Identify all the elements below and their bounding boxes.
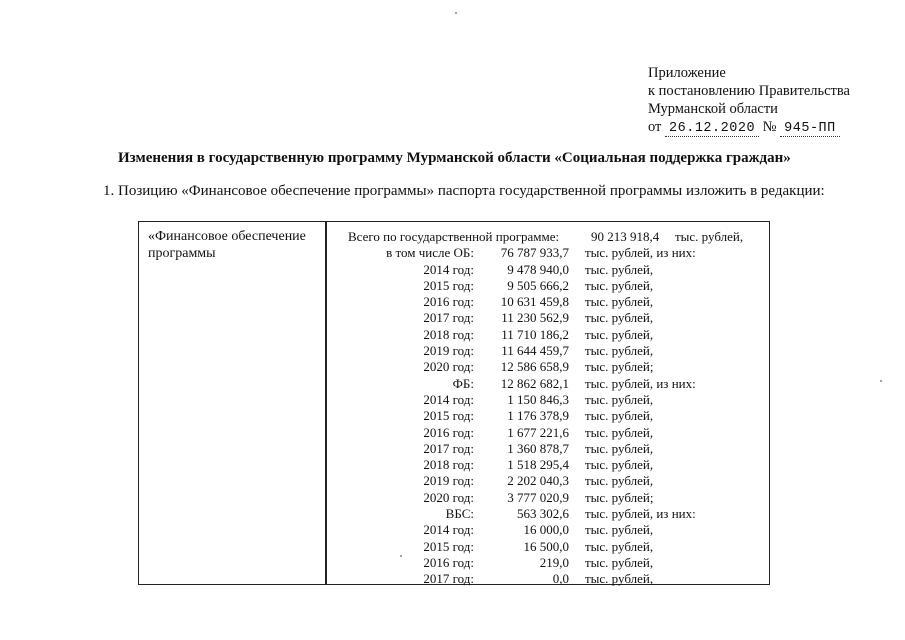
financing-rows <box>329 229 769 588</box>
row-unit: тыс. рублей, <box>585 571 654 587</box>
row-label: 2014 год: <box>423 522 474 538</box>
resolution-number: 945-ПП <box>780 121 840 137</box>
table-row <box>329 310 769 326</box>
row-label: 2017 год: <box>423 440 474 456</box>
row-unit: тыс. рублей, <box>585 261 654 277</box>
row-unit: тыс. рублей, <box>585 277 654 293</box>
row-unit: тыс. рублей; <box>585 359 654 375</box>
row-value: 11 710 186,2 <box>501 326 569 342</box>
row-label: 2019 год: <box>423 473 474 489</box>
date-prefix: от <box>648 119 662 135</box>
row-label: 2014 год: <box>423 391 474 407</box>
table-row <box>329 473 769 489</box>
table-row <box>329 327 769 343</box>
row-unit: тыс. рублей, из них: <box>585 506 696 522</box>
table-row <box>329 571 769 587</box>
table-row <box>329 441 769 457</box>
table-row <box>329 229 769 245</box>
row-unit: тыс. рублей, <box>585 538 654 554</box>
appendix-date-line <box>648 118 850 138</box>
row-label: 2015 год: <box>423 408 474 424</box>
appendix-region: Мурманской области <box>648 101 778 117</box>
row-value: 12 586 658,9 <box>500 359 569 375</box>
table-row <box>329 457 769 473</box>
row-value: 3 777 020,9 <box>507 489 569 505</box>
row-label: 2016 год: <box>423 424 474 440</box>
table-row <box>329 522 769 538</box>
scan-speck <box>880 380 882 382</box>
resolution-date: 26.12.2020 <box>665 121 759 137</box>
row-unit: тыс. рублей, <box>585 294 654 310</box>
row-unit: тыс. рублей, <box>585 343 654 359</box>
table-row <box>329 408 769 424</box>
row-label: ФБ: <box>452 375 474 391</box>
scan-speck <box>455 12 457 14</box>
table-row <box>329 506 769 522</box>
row-label: 2018 год: <box>423 457 474 473</box>
row-unit: тыс. рублей, <box>585 391 654 407</box>
item-1: 1. Позицию «Финансовое обеспечение программы» паспорта государственной программы изложить в редакции: <box>103 183 825 199</box>
row-value: 9 478 940,0 <box>507 261 569 277</box>
table-row <box>329 278 769 294</box>
row-unit: тыс. рублей, <box>585 424 654 440</box>
table-divider <box>325 222 327 584</box>
row-value: 90 213 918,4 <box>591 229 660 244</box>
row-label: в том числе ОБ: <box>386 245 474 261</box>
number-sign: № <box>762 119 777 135</box>
row-unit: тыс. рублей, <box>585 473 654 489</box>
row-value: 1 518 295,4 <box>507 457 569 473</box>
row-label: 2017 год: <box>423 310 474 326</box>
table-left-label: «Финансовое обеспечение программы <box>148 229 306 261</box>
appendix-resolution: к постановлению Правительства <box>648 83 850 99</box>
row-label: 2020 год: <box>423 359 474 375</box>
row-value: 16 500,0 <box>523 538 569 554</box>
table-row <box>329 294 769 310</box>
table-row <box>329 490 769 506</box>
table-row <box>329 555 769 571</box>
row-value: 1 150 846,3 <box>507 391 569 407</box>
scan-speck <box>400 555 402 557</box>
row-value: 9 505 666,2 <box>507 277 569 293</box>
row-label: 2016 год: <box>423 294 474 310</box>
row-unit: тыс. рублей, <box>585 408 654 424</box>
row-unit: тыс. рублей, из них: <box>585 245 696 261</box>
row-value: 563 302,6 <box>517 506 569 522</box>
row-label: 2015 год: <box>423 277 474 293</box>
document-title: Изменения в государственную программу Мурманской области «Социальная поддержка граждан» <box>118 150 791 166</box>
row-unit: тыс. рублей, <box>585 310 654 326</box>
row-unit: тыс. рублей, <box>585 522 654 538</box>
table-row <box>329 343 769 359</box>
row-value: 2 202 040,3 <box>507 473 569 489</box>
row-value: 1 677 221,6 <box>507 424 569 440</box>
table-row <box>329 425 769 441</box>
row-label: 2014 год: <box>423 261 474 277</box>
row-label: 2016 год: <box>423 554 474 570</box>
table-row <box>329 392 769 408</box>
row-unit: тыс. рублей, из них: <box>585 375 696 391</box>
row-label: 2018 год: <box>423 326 474 342</box>
row-label: ВБС: <box>445 506 474 522</box>
row-value: 16 000,0 <box>523 522 569 538</box>
row-value: 11 230 562,9 <box>501 310 569 326</box>
row-unit: тыс. рублей; <box>585 489 654 505</box>
row-value: 76 787 933,7 <box>500 245 569 261</box>
row-unit: тыс. рублей, <box>585 457 654 473</box>
row-unit: тыс. рублей, <box>675 229 744 244</box>
row-value: 0,0 <box>552 571 569 587</box>
row-value: 1 176 378,9 <box>507 408 569 424</box>
table-row <box>329 262 769 278</box>
appendix-title: Приложение <box>648 65 726 81</box>
appendix-header <box>648 64 850 138</box>
row-value: 11 644 459,7 <box>501 343 569 359</box>
financing-table <box>138 221 770 585</box>
table-row <box>329 245 769 261</box>
row-label: 2015 год: <box>423 538 474 554</box>
row-value: 1 360 878,7 <box>507 440 569 456</box>
row-value: 10 631 459,8 <box>500 294 569 310</box>
row-unit: тыс. рублей, <box>585 440 654 456</box>
row-value: 219,0 <box>539 554 569 570</box>
row-unit: тыс. рублей, <box>585 554 654 570</box>
row-value: 12 862 682,1 <box>500 375 569 391</box>
row-label: Всего по государственной программе: <box>348 229 560 244</box>
table-row <box>329 376 769 392</box>
row-unit: тыс. рублей, <box>585 326 654 342</box>
row-label: 2017 год: <box>423 571 474 587</box>
row-label: 2020 год: <box>423 489 474 505</box>
table-row <box>329 359 769 375</box>
row-label: 2019 год: <box>423 343 474 359</box>
table-row <box>329 539 769 555</box>
